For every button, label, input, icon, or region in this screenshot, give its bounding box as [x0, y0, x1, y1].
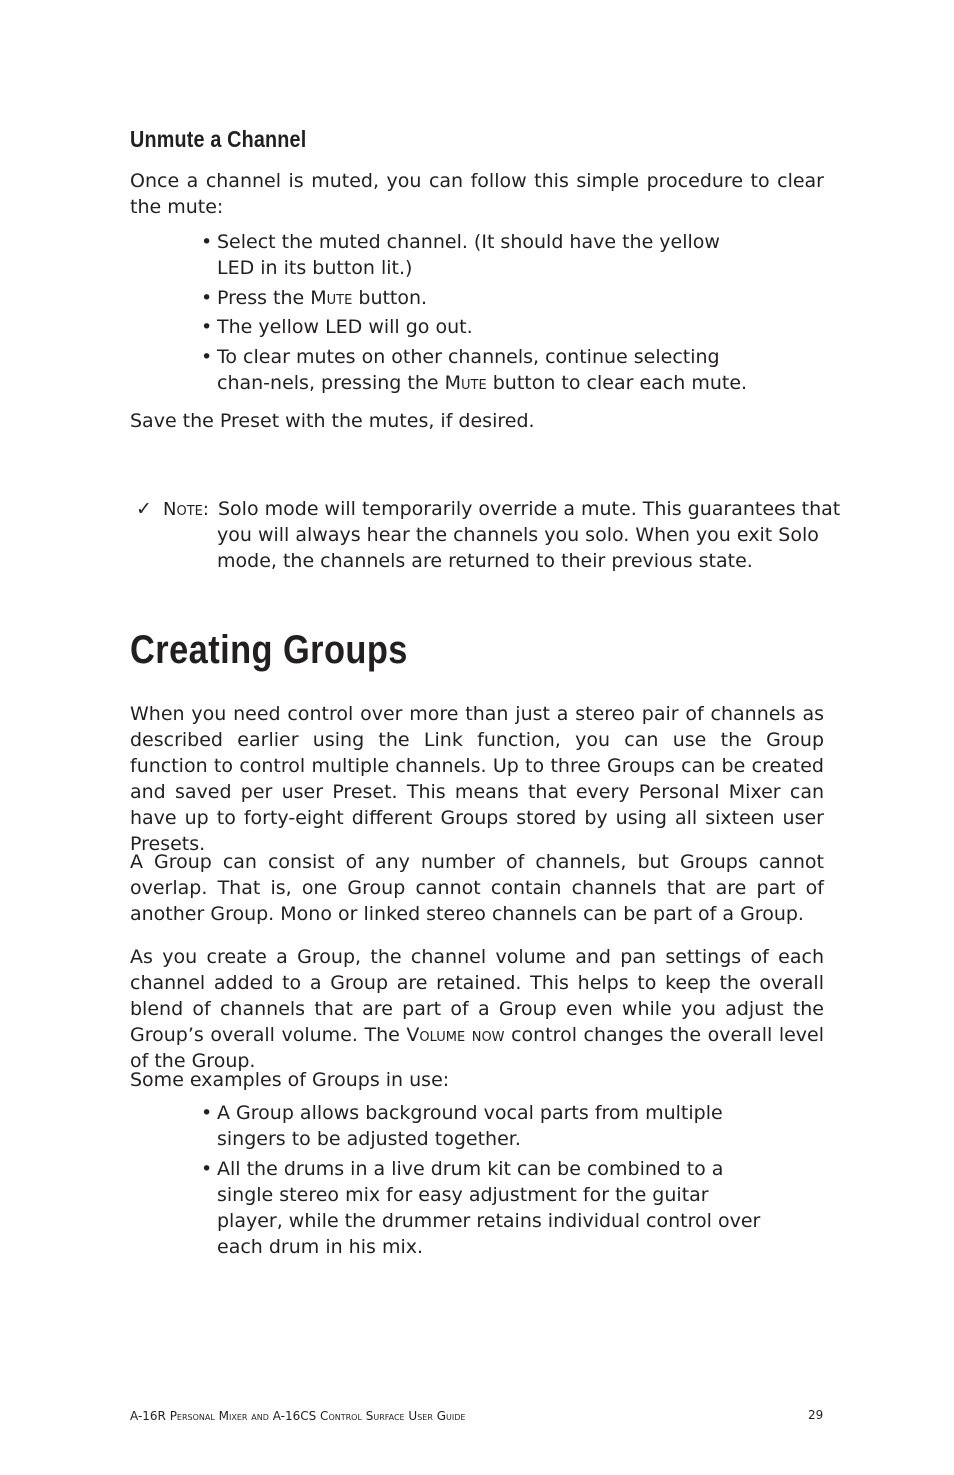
- save-preset-text: Save the Preset with the mutes, if desired.: [130, 410, 535, 432]
- list-item-text: All the drums in a live drum kit can be combined to a single stereo mix for easy adjustment for the guitar player, while the drummer retains individual control over each drum in his mix.: [217, 1158, 761, 1258]
- bullet-icon: •: [201, 287, 213, 309]
- note-line: mode, the channels are returned to their previous state.: [217, 550, 753, 572]
- bullet-icon: •: [201, 1158, 213, 1180]
- examples-intro: Some examples of Groups in use:: [130, 1069, 450, 1091]
- list-item-text: Press the Mute button.: [217, 287, 428, 309]
- page-number: 29: [808, 1408, 824, 1422]
- unmute-intro: Once a channel is muted, you can follow this simple procedure to clear the mute:: [130, 170, 824, 218]
- groups-paragraph-1: When you need control over more than just a stereo pair of channels as described earlier using the Link function, you can use the Group function to control multiple channels. Up to three Groups can be created and saved per user Preset. This means that every Personal Mixer can have up to forty-eight different Groups stored by using all sixteen user Presets.: [130, 703, 824, 855]
- bullet-icon: •: [201, 346, 213, 368]
- bullet-icon: •: [201, 231, 213, 253]
- list-item-text: Select the muted channel. (It should have the yellow LED in its button lit.): [217, 231, 720, 279]
- footer-title: A-16R Personal Mixer and A-16CS Control Surface User Guide: [130, 1409, 466, 1423]
- groups-paragraph-3: As you create a Group, the channel volume and pan settings of each channel added to a Group are retained. This helps to keep the overall blend of channels that are part of a Group even while you adjust the Group’s overall volume. The Volume now control changes the overall level of the Group.: [130, 946, 824, 1072]
- bullet-icon: •: [201, 1102, 213, 1124]
- list-item-text: The yellow LED will go out.: [217, 316, 473, 338]
- page-title: Creating Groups: [130, 628, 408, 672]
- mute-button-name: Mute: [444, 372, 487, 394]
- groups-paragraph-2: A Group can consist of any number of channels, but Groups cannot overlap. That is, one Group cannot contain channels that are part of another Group. Mono or linked stereo channels can be part of a Group.: [130, 851, 824, 925]
- list-item-text: To clear mutes on other channels, continue selecting chan-nels, pressing the Mute button to clear each mute.: [217, 346, 748, 394]
- note-line: you will always hear the channels you solo. When you exit Solo: [217, 524, 819, 546]
- section-heading-unmute: Unmute a Channel: [130, 126, 307, 152]
- list-item-text: A Group allows background vocal parts from multiple singers to be adjusted together.: [217, 1102, 723, 1150]
- mute-button-name: Mute: [310, 287, 353, 309]
- note-label: Note:: [163, 499, 209, 520]
- checkmark-icon: ✓: [136, 498, 152, 520]
- volume-now-control-name: Volume now: [406, 1024, 505, 1046]
- note-line: Solo mode will temporarily override a mute. This guarantees that: [218, 498, 841, 520]
- bullet-icon: •: [201, 316, 213, 338]
